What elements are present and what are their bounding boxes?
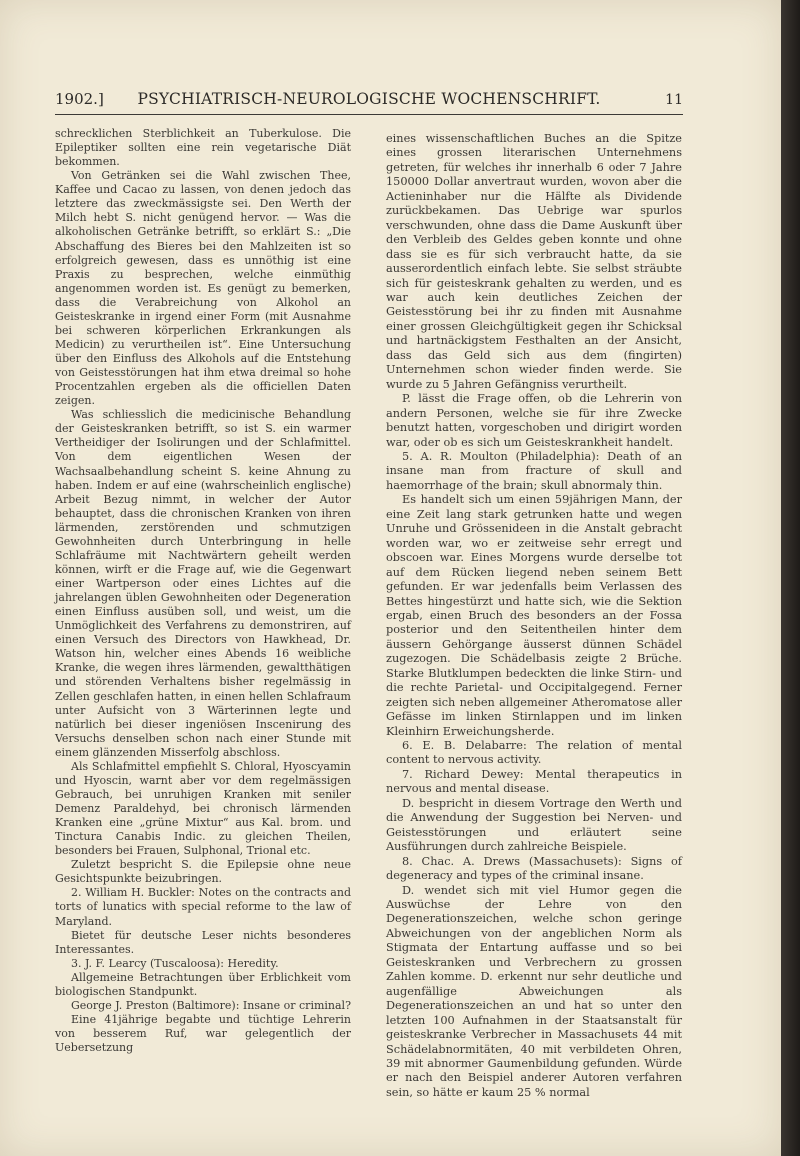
paragraph: 7. Richard Dewey: Mental therapeutics in nervous and mental disease. <box>386 767 682 796</box>
header-year: 1902.] <box>55 90 104 108</box>
paragraph: Was schliesslich die medicinische Behandlung der Geisteskranken betrifft, so ist S. ein warmer Vertheidiger der Isolirungen und der Schlafmittel. Von dem eigentlichen Wesen der Wachsaalbehandlung scheint S. keine Ahnung zu haben. Indem er auf eine (wahrscheinlich englische) Arbeit Bezug nimmt, in welcher der Autor behauptet, dass die chronischen Kranken von ihren lärmenden, zerstörenden und schmutzigen Gewohnheiten durch Unterbringung in helle Schlafräume mit Nachtwärtern geheilt werden können, wirft er die Frage auf, wie die Gegenwart einer Wartperson oder eines Lichtes auf die jahrelangen üblen Gewohnheiten oder Degeneration einen Einfluss ausüben soll, und weist, um die Unmöglichkeit des Verfahrens zu demonstriren, auf einen Versuch des Directors von Hawkhead, Dr. Watson hin, welcher eines Abends 16 weibliche Kranke, die wegen ihres lärmenden, gewaltthätigen und störenden Verhaltens bisher regelmässig in Zellen geschlafen hatten, in einen hellen Schlafraum unter Aufsicht von 3 Wärterinnen legte und natürlich bei dieser ingeniösen Inscenirung des Versuchs denselben schon nach einer Stunde mit einem glänzenden Misserfolg abschloss. <box>55 408 351 759</box>
paragraph: George J. Preston (Baltimore): Insane or criminal? <box>71 998 351 1012</box>
paragraph: Als Schlafmittel empfiehlt S. Chloral, Hyoscyamin und Hyoscin, warnt aber vor dem regelmässigen Gebrauch, bei unruhigen Kranken mit seniler Demenz Paraldehyd, bei chronisch lärmenden Kranken eine „grüne Mixtur“ aus Kal. brom. und Tinctura Canabis Indic. zu gleichen Theilen, besonders bei Frauen, Sulphonal, Trional etc. <box>55 759 351 858</box>
right-column <box>386 132 682 1100</box>
paragraph: Allgemeine Betrachtungen über Erblichkeit vom biologischen Standpunkt. <box>55 970 351 998</box>
paragraph: Von Getränken sei die Wahl zwischen Thee, Kaffee und Cacao zu lassen, von denen jedoch das letztere das zweckmässigste sei. Den Werth der Milch hebt S. nicht genügend hervor. — Was die alkoholischen Getränke betrifft, so erklärt S.: „Die Abschaffung des Bieres bei den Mahlzeiten ist so erfolgreich gewesen, dass es unnöthig ist eine Praxis zu besprechen, welche einmüthig angenommen worden ist. Es genügt zu bemerken, dass die Verabreichung von Alkohol an Geisteskranke in irgend einer Form (mit Ausnahme bei schweren körperlichen Erkrankungen als Medicin) zu verurtheilen ist“. Eine Untersuchung über den Einfluss des Alkohols auf die Entstehung von Geistesstörungen hat ihm etwa dreimal so hohe Procentzahlen ergeben als die officiellen Daten zeigen. <box>55 169 351 408</box>
page-number: 11 <box>665 92 683 108</box>
paragraph: P. lässt die Frage offen, ob die Lehrerin von andern Personen, welche sie für ihre Zwecke benutzt hatten, vorgeschoben und dirigirt worden war, oder ob es sich um Geisteskrankheit handelt. <box>386 392 682 449</box>
paragraph: schrecklichen Sterblichkeit an Tuberkulose. Die Epileptiker sollten eine rein vegetarische Diät bekommen. <box>55 127 351 169</box>
paragraph: Bietet für deutsche Leser nichts besonderes Interessantes. <box>55 928 351 956</box>
left-column <box>55 127 351 1055</box>
paragraph: eines wissenschaftlichen Buches an die Spitze eines grossen literarischen Unternehmens getreten, für welches ihr innerhalb 6 oder 7 Jahre 150000 Dollar anvertraut wurden, wovon aber die Actieninhaber nur die Hälfte als Dividende zurückbekamen. Das Uebrige war spurlos verschwunden, ohne dass die Dame Auskunft über den Verbleib des Geldes geben konnte und ohne dass sie es für sich verbraucht hatte, da sie ausserordentlich einfach lebte. Sie selbst sträubte sich für geisteskrank gehalten zu werden, und es war auch kein deutliches Zeichen der Geistesstörung bei ihr zu finden mit Ausnahme einer grossen Gleichgültigkeit gegen ihr Schicksal und hartnäckigstem Festhalten an der Ansicht, dass das Geld sich aus dem (fingirten) Unternehmen schon wieder finden werde. Sie wurde zu 5 Jahren Gefängniss verurtheilt. <box>386 132 682 391</box>
paragraph: 3. J. F. Learcy (Tuscaloosa): Heredity. <box>71 956 279 970</box>
paragraph: Zuletzt bespricht S. die Epilepsie ohne neue Gesichtspunkte beizubringen. <box>55 858 351 886</box>
paragraph: D. bespricht in diesem Vortrage den Werth und die Anwendung der Suggestion bei Nerven- und Geistesstörungen und erläutert seine Ausführungen durch zahlreiche Beispiele. <box>386 796 682 854</box>
paragraph: 8. Chac. A. Drews (Massachusets): Signs of degeneracy and types of the criminal insane. <box>386 854 682 883</box>
running-header <box>55 88 683 115</box>
paragraph: 6. E. B. Delabarre: The relation of mental content to nervous activity. <box>386 739 682 767</box>
paragraph: 2. William H. Buckler: Notes on the contracts and torts of lunatics with special reforme to the law of Maryland. <box>55 886 351 928</box>
paragraph: Es handelt sich um einen 59jährigen Mann, der eine Zeit lang stark getrunken hatte und wegen Unruhe und Grössenideen in die Anstalt gebracht worden war, wo er zeitweise sehr erregt und obscoen war. Eines Morgens wurde derselbe tot auf dem Rücken liegend neben seinem Bett gefunden. Er war jedenfalls beim Verlassen des Bettes hingestürzt und hatte sich, wie die Sektion ergab, einen Bruch des besonders an der Fossa posterior und den Seitentheilen hinter dem äussern Gehörgange äusserst dünnen Schädel zugezogen. Die Schädelbasis zeigte 2 Brüche. Starke Blutklumpen bedeckten die linke Stirn- und die rechte Parietal- und Occipitalgegend. Ferner zeigten sich neben allgemeiner Atheromatose aller Gefässe im linken Stirnlappen und im linken Kleinhirn Erweichungsherde. <box>386 493 682 738</box>
scan-edge <box>781 0 800 1156</box>
journal-title: PSYCHIATRISCH-NEUROLOGISCHE WOCHENSCHRIFT. <box>137 90 601 108</box>
paragraph: D. wendet sich mit viel Humor gegen die Auswüchse der Lehre von den Degenerationszeichen, welche schon geringe Abweichungen von der angeblichen Norm als Stigmata der Entartung auffasse und so bei Geisteskranken und Verbrechern zu grossen Zahlen komme. D. erkennt nur sehr deutliche und augenfällige Abweichungen als Degenerationszeichen an und hat so unter den letzten 100 Aufnahmen in der Staatsanstalt für geisteskranke Verbrecher in Massachusets 44 mit Schädelabnormitäten, 40 mit verbildeten Ohren, 39 mit abnormer Gaumenbildung gefunden. Würde er nach den Beispiel anderer Autoren verfahren sein, so hätte er kaum 25 % normal <box>386 883 682 1099</box>
paragraph: 5. A. R. Moulton (Philadelphia): Death of an insane man from fracture of skull and haemorrhage of the brain; skull abnormaly thin. <box>386 449 682 492</box>
paragraph: Eine 41jährige begabte und tüchtige Lehrerin von besserem Ruf, war gelegentlich der Uebersetzung <box>55 1012 351 1055</box>
